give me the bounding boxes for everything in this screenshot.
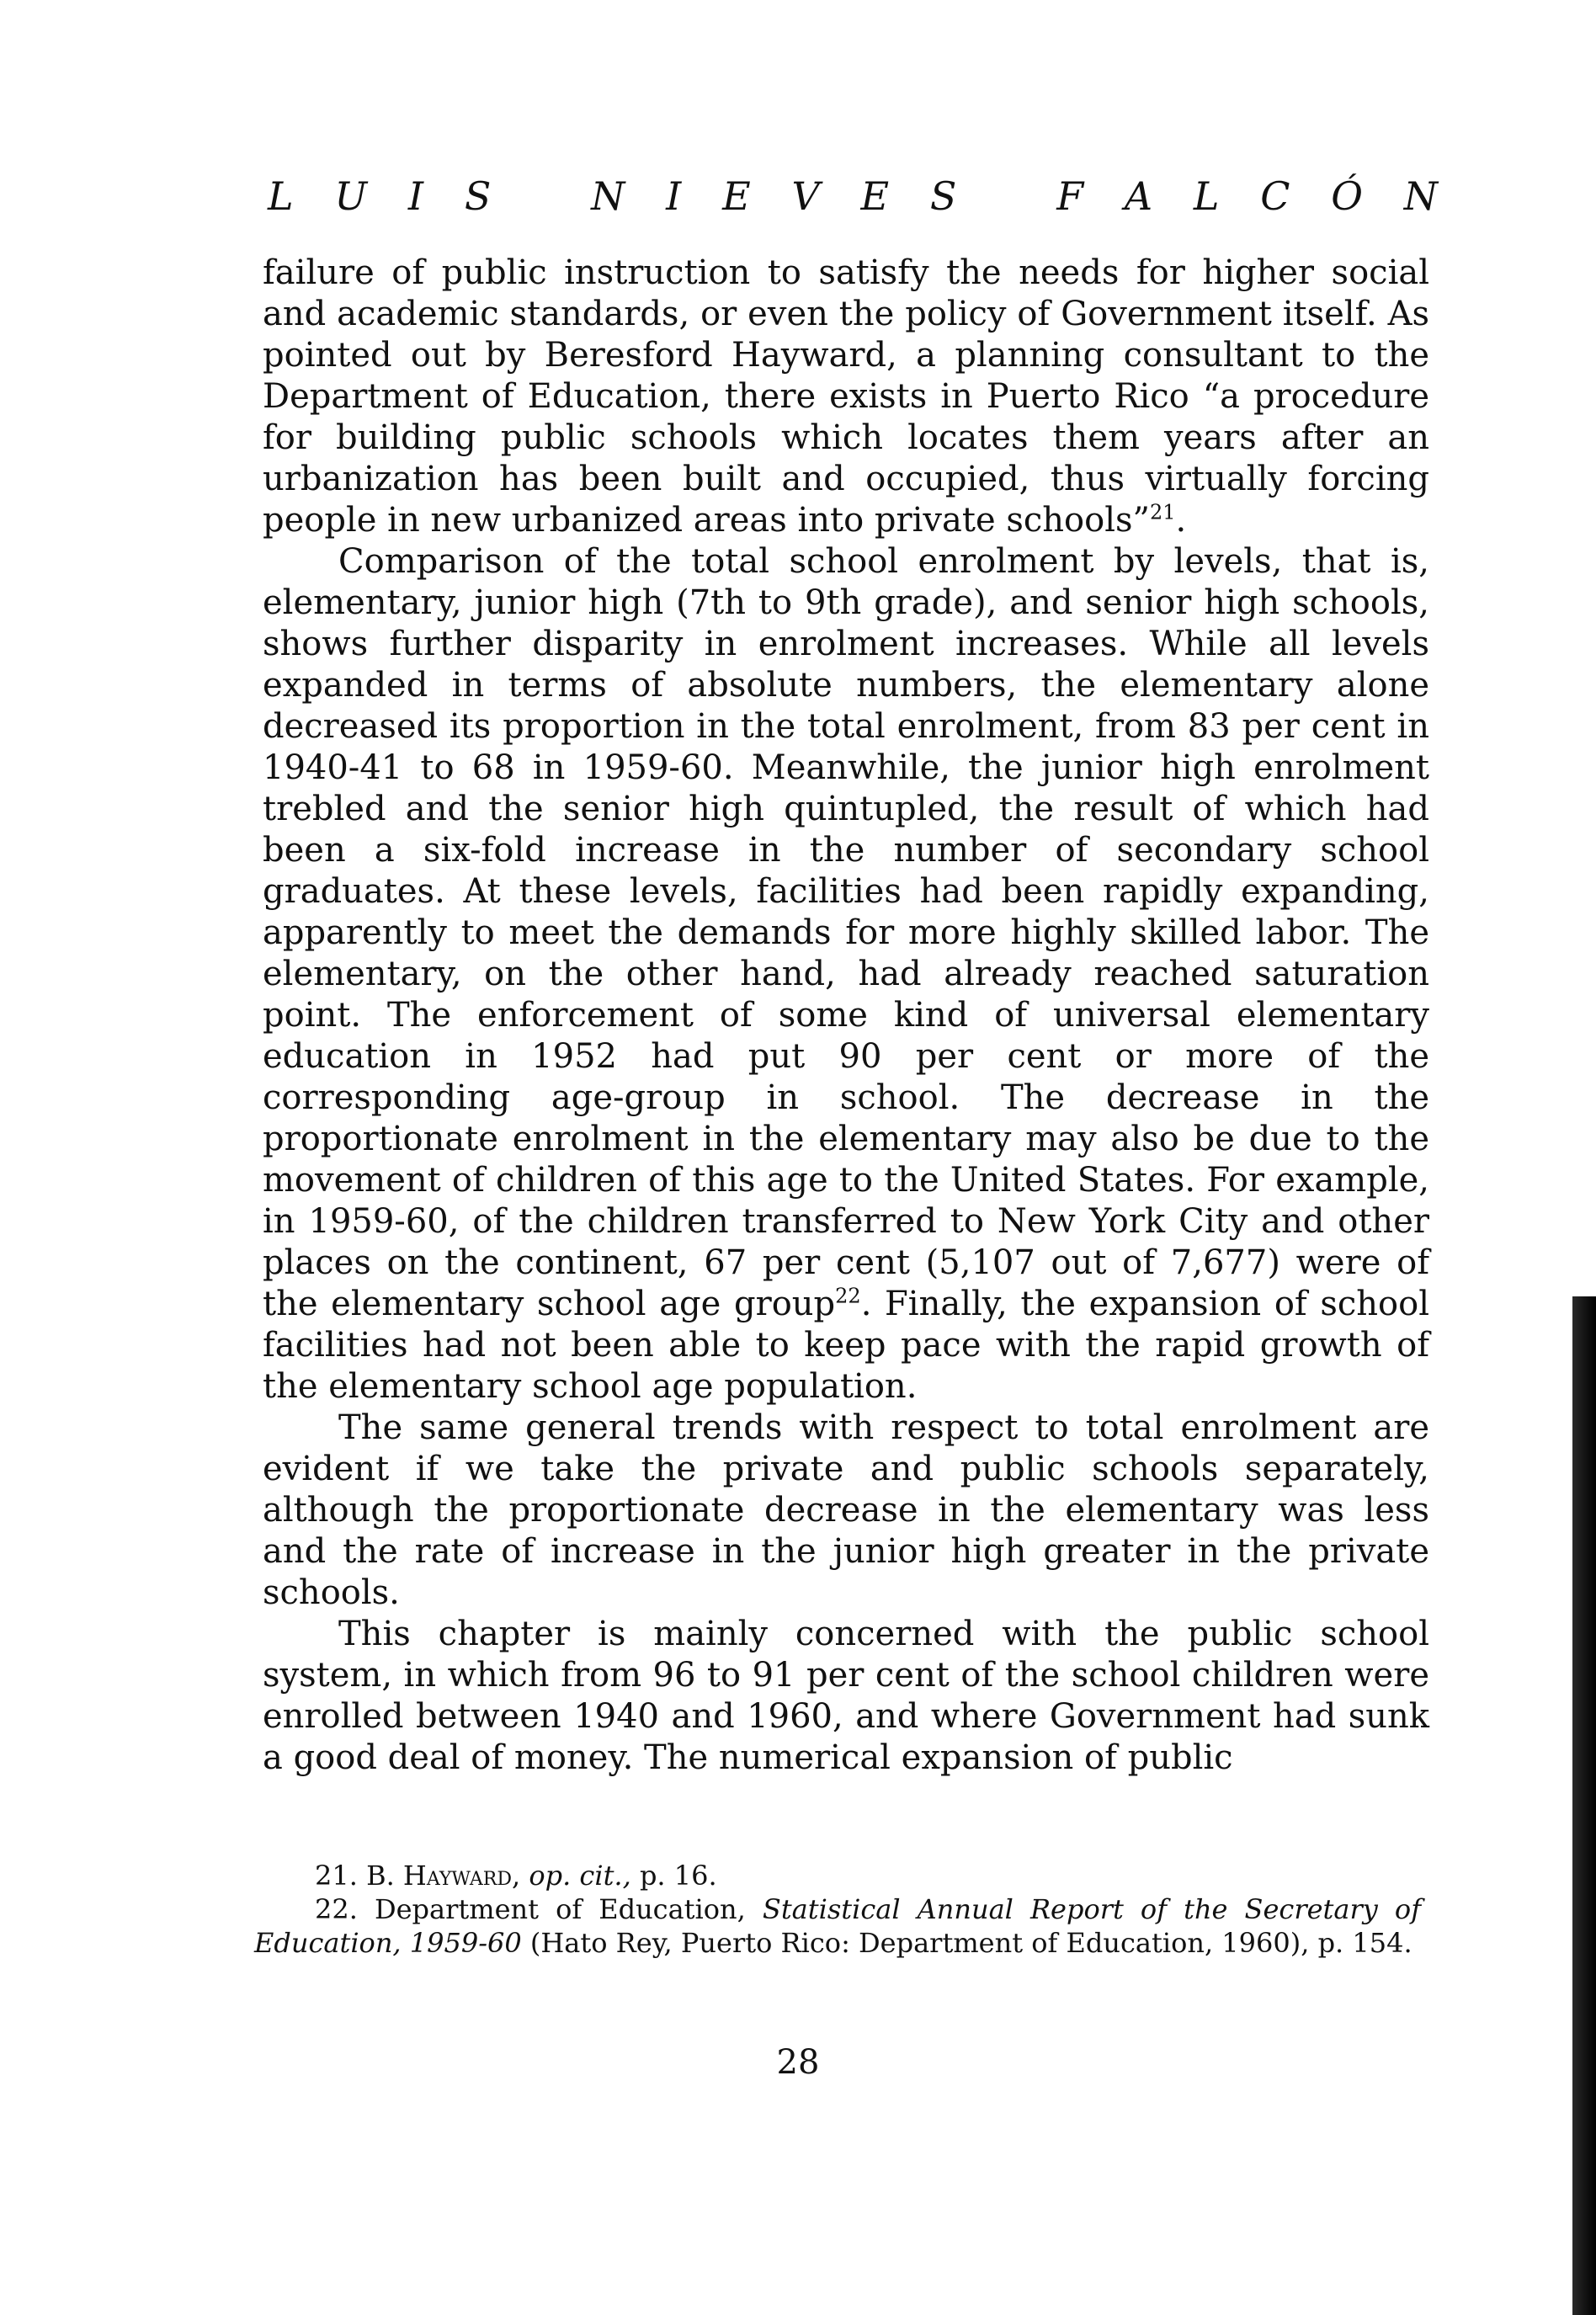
running-head-letter: N: [1403, 173, 1438, 219]
running-head-letter: C: [1260, 173, 1290, 219]
paragraph-text: .: [1175, 501, 1187, 540]
running-head-letter: L: [1193, 173, 1220, 219]
running-head-letter: I: [666, 173, 682, 219]
running-head-letter: I: [407, 173, 424, 219]
running-head-letter: E: [722, 173, 751, 219]
running-head-letter: V: [791, 173, 820, 219]
footnote-number: 21.: [315, 1860, 358, 1892]
paragraph-text: . Finally, the expansion of school facilities had not been able to keep pace with the rapid growth of the elementary school age population.: [263, 1285, 1429, 1406]
paragraph-text: Comparison of the total school enrolment by levels, that is, elementary, junior high (7th to 9th grade), and senior high schools, shows further disparity in enrolment increases. While all levels expanded in terms of absolute numbers, the elementary alone decreased its proportion in the total enrolment, from 83 per cent in 1940-41 to 68 in 1959-60. Meanwhile, the junior high enrolment trebled and the senior high quintupled, the result of which had been a six-fold increase in the number of secondary school graduates. At these levels, facilities had been rapidly expanding, apparently to meet the demands for more highly skilled labor. The elementary, on the other hand, had already reached saturation point. The enforcement of some kind of universal elementary education in 1952 had put 90 per cent or more of the corresponding age-group in school. The decrease in the proportionate enrolment in the elementary may also be due to the movement of children of this age to the United States. For example, in 1959-60, of the children transferred to New York City and other places on the continent, 67 per cent (5,107 out of 7,677) were of the elementary school age group: [263, 542, 1429, 1323]
running-head-letter: L: [268, 173, 294, 219]
footnote-text: (Hato Rey, Puerto Rico: Department of Education, 1960), p. 154.: [529, 1927, 1412, 1959]
running-head-letter: N: [591, 173, 625, 219]
running-head-letter: A: [1124, 173, 1153, 219]
footnote-title: Statistical Annual Report of the Secretary of Education, 1959-60: [254, 1893, 1422, 1959]
running-head-letter: F: [1056, 173, 1084, 219]
footnote-text: p. 16.: [639, 1860, 717, 1892]
footnote-ref-21: 21: [1149, 500, 1176, 524]
page-number: 28: [776, 2043, 820, 2082]
paragraph-public-system: This chapter is mainly concerned with the public school system, in which from 96 to 91 per cent of the school children were enrolled between 1940 and 1960, and where Government had sunk a good deal of money. The numerical expansion of public: [263, 1615, 1429, 1777]
paragraph-continued: [263, 253, 1429, 541]
footnote-21: [254, 1859, 1421, 1892]
running-head: [268, 173, 1438, 220]
running-head-letter: S: [929, 173, 957, 219]
footnotes: [254, 1859, 1421, 1960]
running-head-letter: S: [464, 173, 492, 219]
footnote-author: B. Hayward,: [366, 1860, 521, 1892]
running-head-letter: E: [860, 173, 890, 219]
body-text: [263, 253, 1429, 1779]
scan-edge-shadow: [1572, 1296, 1596, 2315]
running-head-letter: Ó: [1331, 173, 1363, 219]
footnote-text: Department of Education,: [374, 1893, 746, 1925]
paragraph-text: failure of public instruction to satisfy the needs for higher social and academic standards, or even the policy of Government itself. As pointed out by Beresford Hayward, a planning consultant to the Department of Education, there exists in Puerto Rico “a procedure for building public schools which locates them years after an urbanization has been built and occupied, thus virtually forcing people in new urbanized areas into private schools”: [263, 253, 1429, 540]
footnote-ref-22: 22: [835, 1284, 861, 1308]
footnote-22: [254, 1892, 1421, 1960]
running-head-letter: U: [334, 173, 368, 219]
paragraph-private-public: The same general trends with respect to total enrolment are evident if we take the private and public schools separately, although the proportionate decrease in the elementary was less and the rate of increase in the junior high greater in the private schools.: [263, 1408, 1429, 1612]
footnote-op-cit: op. cit.,: [529, 1860, 631, 1892]
footnote-number: 22.: [315, 1893, 358, 1925]
paragraph-enrolment-levels: [263, 541, 1429, 1408]
